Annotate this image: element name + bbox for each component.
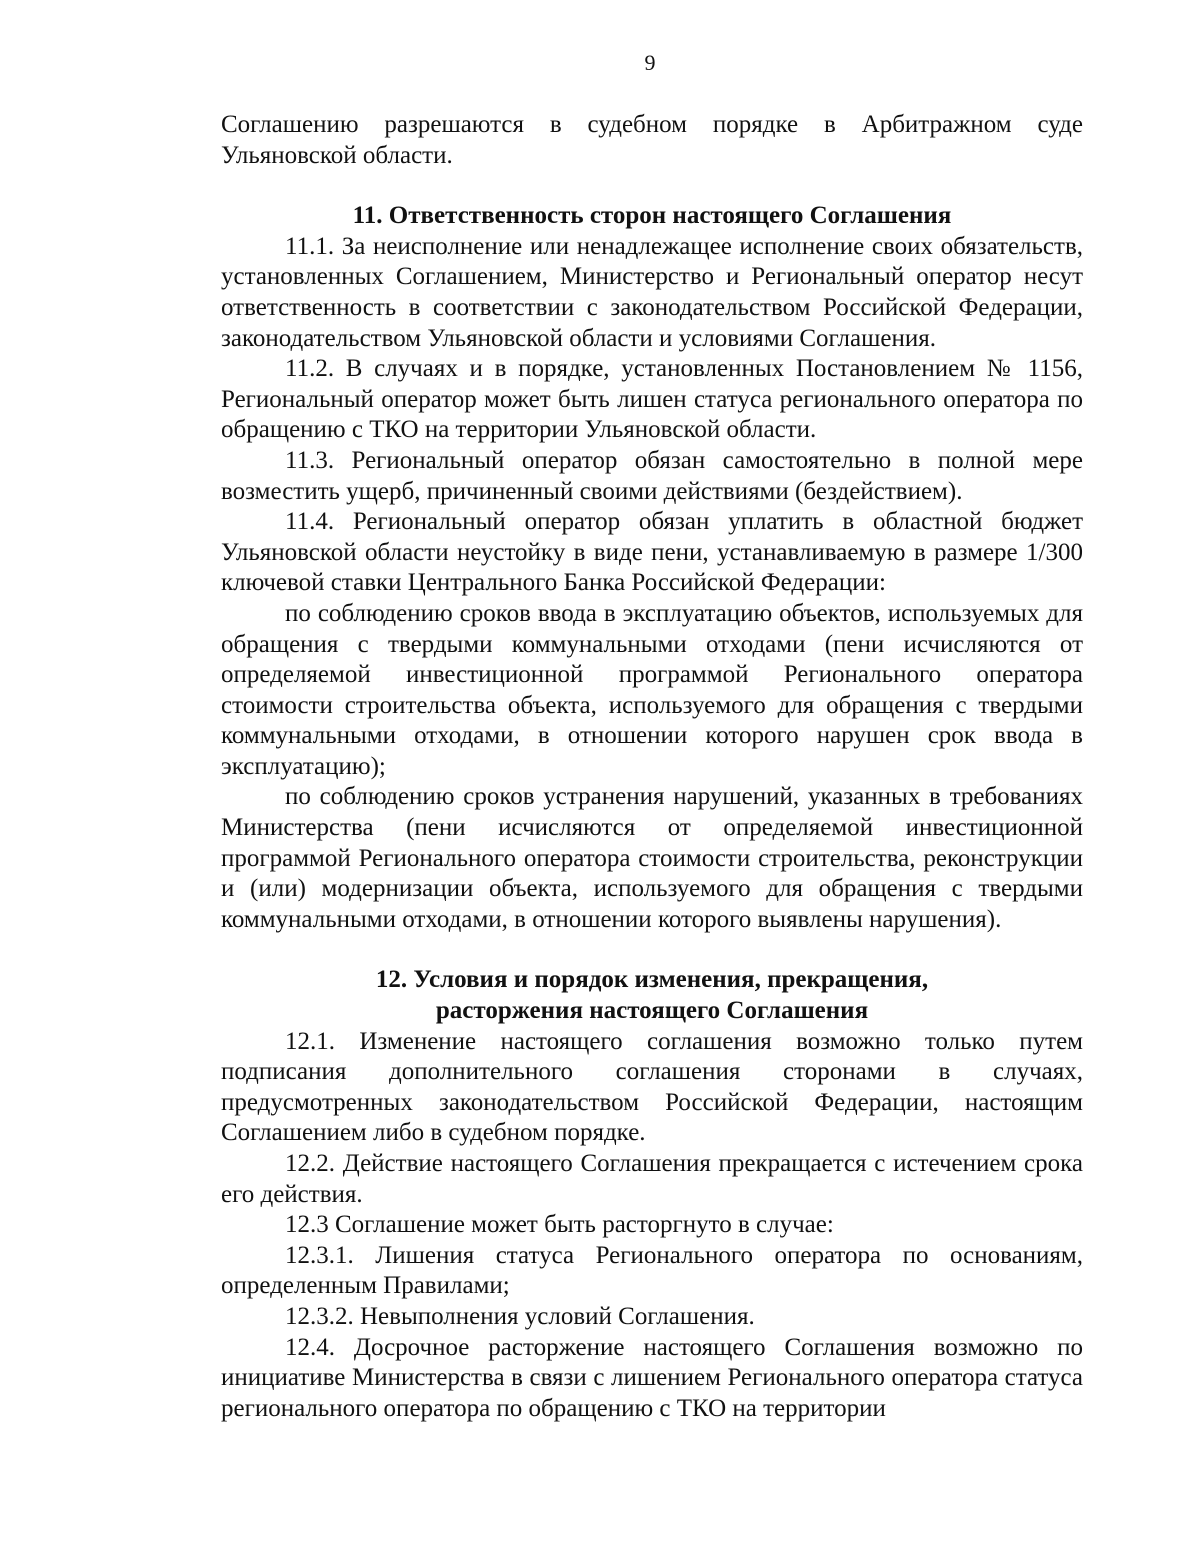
paragraph-11-3: 11.3. Региональный оператор обязан самостоятельно в полной мере возместить ущерб, причиненный своими действиями (бездействием). bbox=[221, 446, 1083, 505]
paragraph-11-1: 11.1. За неисполнение или ненадлежащее исполнение своих обязательств, установленных Соглашением, Министерство и Региональный оператор несут ответственность в соответствии с законодательством Российской Федерации, законодательством Ульяновской области и условиями Соглашения. bbox=[221, 232, 1083, 352]
section-12-heading bbox=[221, 965, 1083, 1026]
section-12-heading-line-2: расторжения настоящего Соглашения bbox=[435, 997, 869, 1025]
paragraph-12-4: 12.4. Досрочное расторжение настоящего Соглашения возможно по инициативе Министерства в связи с лишением Регионального оператора статуса регионального оператора по обращению с ТКО на территории bbox=[221, 1333, 1083, 1422]
paragraph-11-4-item-1: по соблюдению сроков ввода в эксплуатацию объектов, используемых для обращения с твердыми коммунальными отходами (пени исчисляются от определяемой инвестиционной программой Регионального оператора стоимости строительства объекта, используемого для обращения с твердыми коммунальными отходами, в отношении которого нарушен срок ввода в эксплуатацию); bbox=[221, 599, 1083, 780]
paragraph-11-4-item-2: по соблюдению сроков устранения нарушений, указанных в требованиях Министерства (пени исчисляются от определяемой инвестиционной программой Регионального оператора стоимости строительства, реконструкции и (или) модернизации объекта, используемого для обращения с твердыми коммунальными отходами, в отношении которого выявлены нарушения). bbox=[221, 783, 1083, 933]
section-gap bbox=[221, 935, 1083, 965]
paragraph-12-1: 12.1. Изменение настоящего соглашения возможно только путем подписания дополнительного соглашения сторонами в случаях, предусмотренных законодательством Российской Федерации, настоящим Соглашением либо в судебном порядке. bbox=[221, 1027, 1083, 1147]
section-11-heading: 11. Ответственность сторон настоящего Соглашения bbox=[352, 202, 952, 230]
intro-paragraph: Соглашению разрешаются в судебном порядке в Арбитражном суде Ульяновской области. bbox=[221, 111, 1083, 169]
paragraph-11-4: 11.4. Региональный оператор обязан уплатить в областной бюджет Ульяновской области неустойку в виде пени, устанавливаемую в размере 1/300 ключевой ставки Центрального Банка Российской Федерации: bbox=[221, 508, 1083, 597]
paragraph-12-3: 12.3 Соглашение может быть расторгнуто в случае: bbox=[285, 1211, 834, 1239]
document-body bbox=[221, 110, 1083, 1424]
paragraph-12-3-2: 12.3.2. Невыполнения условий Соглашения. bbox=[285, 1302, 755, 1330]
paragraph-12-2: 12.2. Действие настоящего Соглашения прекращается с истечением срока его действия. bbox=[221, 1150, 1083, 1208]
section-12-heading-line-1: 12. Условия и порядок изменения, прекращения, bbox=[375, 966, 929, 994]
page-number: 9 bbox=[644, 50, 656, 75]
paragraph-12-3-1: 12.3.1. Лишения статуса Регионального оператора по основаниям, определенным Правилами; bbox=[221, 1241, 1083, 1300]
paragraph-11-2: 11.2. В случаях и в порядке, установленных Постановлением № 1156, Региональный оператор может быть лишен статуса регионального оператора по обращению с ТКО на территории Ульяновской области. bbox=[221, 355, 1083, 444]
